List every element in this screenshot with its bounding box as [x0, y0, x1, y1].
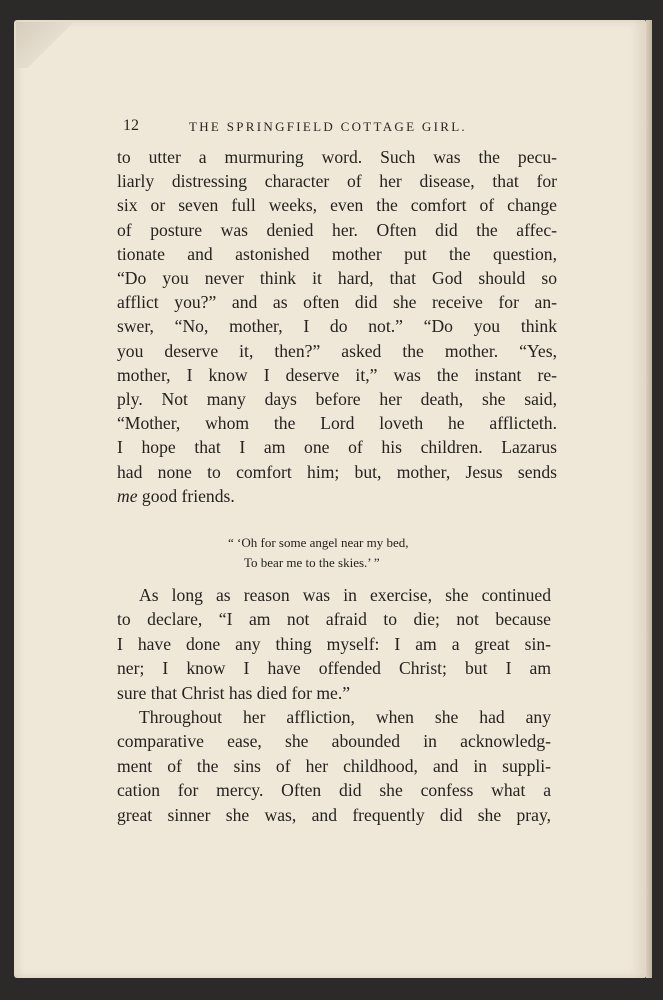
text-line: “Mother, whom the Lord loveth he afflicteth.	[117, 413, 557, 434]
text-line-last	[117, 484, 557, 508]
running-title: THE SPRINGFIELD COTTAGE GIRL.	[189, 119, 467, 134]
page-number: 12	[123, 117, 139, 134]
text-line: afflict you?” and as often did she receive for an-	[117, 292, 557, 313]
text-line: swer, “No, mother, I do not.” “Do you think	[117, 316, 557, 337]
text-fragment: good friends.	[141, 485, 235, 506]
text-line: I hope that I am one of his children. Lazarus	[117, 437, 557, 458]
verse-line: “ ‘Oh for some angel near my bed,	[228, 535, 409, 550]
text-line: ment of the sins of her childhood, and in suppli-	[117, 755, 551, 776]
text-line: I have done any thing myself: I am a great sin-	[117, 633, 551, 654]
text-line: comparative ease, she abounded in acknowledg-	[117, 731, 551, 752]
paragraphs-2-3	[117, 583, 551, 827]
text-line: Throughout her affliction, when she had any	[139, 707, 551, 728]
text-line: “Do you never think it hard, that God should so	[117, 268, 557, 289]
page-header	[123, 117, 503, 137]
text-line: sure that Christ has died for me.”	[117, 682, 351, 703]
paragraph-1	[117, 145, 557, 508]
text-line: ply. Not many days before her death, she said,	[117, 389, 557, 410]
text-line: As long as reason was in exercise, she continued	[139, 585, 551, 605]
page-edge	[646, 20, 652, 978]
text-line: to declare, “I am not afraid to die; not because	[117, 609, 551, 630]
text-line: of posture was denied her. Often did the affec-	[117, 219, 557, 240]
text-line: cation for mercy. Often did she confess what a	[117, 780, 551, 801]
text-line: had none to comfort him; but, mother, Jesus sends	[117, 461, 557, 482]
text-line: tionate and astonished mother put the question,	[117, 243, 557, 264]
text-line: to utter a murmuring word. Such was the pecu-	[117, 147, 557, 167]
text-line: ner; I know I have offended Christ; but I am	[117, 658, 551, 679]
verse-quote	[228, 533, 468, 573]
text-line: great sinner she was, and frequently did she pray,	[117, 804, 551, 825]
text-line: six or seven full weeks, even the comfort of change	[117, 195, 557, 216]
text-line: you deserve it, then?” asked the mother. “Yes,	[117, 340, 557, 361]
text-line: liarly distressing character of her disease, that for	[117, 171, 557, 192]
italic-word: me	[117, 485, 138, 506]
text-line: mother, I know I deserve it,” was the instant re-	[117, 364, 557, 385]
verse-line: To bear me to the skies.’ ”	[244, 555, 380, 570]
